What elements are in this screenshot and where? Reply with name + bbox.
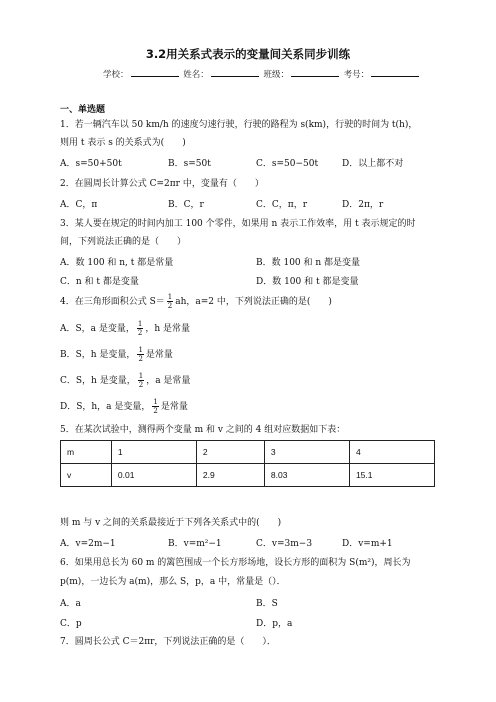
table-row — [61, 441, 435, 464]
section-heading: 一、单选题 — [60, 105, 106, 115]
q1-option-d[interactable]: D．以上都不对 — [342, 159, 404, 169]
page-title: 3.2用关系式表示的变量间关系同步训练 — [145, 47, 351, 61]
table-cell: m — [61, 441, 112, 464]
table-cell: 4 — [349, 441, 434, 464]
q2-option-c[interactable]: C．C，π，r — [256, 200, 307, 210]
exam-no-blank[interactable] — [371, 68, 419, 77]
table-cell: 3 — [264, 441, 349, 464]
q2-option-a[interactable]: A．C，π — [60, 200, 98, 210]
q4-option-c[interactable]: C．S，h 是变量， $\frac{1}{2}$ ，a 是常量 — [60, 372, 191, 389]
q6-option-a[interactable]: A．a — [60, 599, 81, 609]
q4-option-b[interactable]: B．S，h 是变量， $\frac{1}{2}$ 是常量 — [60, 346, 173, 363]
q3-option-b[interactable]: B．数 100 和 n 都是变量 — [256, 258, 361, 268]
fraction-one-half: $\frac{1}{2}$ — [138, 346, 143, 363]
table-cell: 1 — [111, 441, 196, 464]
table-cell: v — [61, 464, 112, 487]
q3-option-c[interactable]: C．n 和 t 都是变量 — [60, 277, 139, 287]
q4-option-d[interactable]: D．S，h，a 是变量， $\frac{1}{2}$ 是常量 — [60, 398, 188, 415]
q6-option-d[interactable]: D．p，a — [256, 619, 293, 629]
q5-option-a[interactable]: A．v=2m−1 — [60, 539, 116, 549]
q1-stem-line1: 1．若一辆汽车以 50 km/h 的速度匀速行驶，行驶的路程为 s(km)，行驶的时间为 t(h)， — [60, 120, 418, 130]
q4-option-a[interactable]: A．S，a 是变量， $\frac{1}{2}$ ，h 是常量 — [60, 320, 191, 337]
name-blank[interactable] — [211, 68, 259, 77]
table-cell: 2 — [196, 441, 264, 464]
q2-stem: 2．在圆周长计算公式 C=2πr 中，变量有（ ） — [60, 179, 264, 189]
student-info-row — [103, 68, 421, 80]
q3-stem-line2: 间，下列说法正确的是（ ） — [60, 237, 187, 247]
q2-option-b[interactable]: B．C，r — [168, 200, 204, 210]
q4-stem — [60, 293, 332, 310]
q1-option-b[interactable]: B．s=50t — [168, 159, 211, 169]
q4-stem-post: ah，a=2 中，下列说法正确的是( ) — [175, 297, 332, 307]
table-cell: 8.03 — [264, 464, 349, 487]
table-cell: 15.1 — [349, 464, 434, 487]
fraction-one-half: $\frac{1}{2}$ — [137, 320, 143, 337]
fraction-one-half: $\frac{1}{2}$ — [138, 372, 144, 389]
fraction-one-half: $\frac{1}{2}$ — [167, 293, 173, 310]
table-cell: 0.01 — [111, 464, 196, 487]
q5-option-d[interactable]: D．v=m+1 — [342, 539, 393, 549]
name-label: 姓名： — [183, 70, 209, 80]
school-blank[interactable] — [131, 68, 179, 77]
q3-stem-line1: 3．某人要在规定的时间内加工 100 个零件，如果用 n 表示工作效率，用 t 表示规定的时 — [60, 219, 416, 229]
q5-stem: 5．在某次试验中，测得两个变量 m 和 v 之间的 4 组对应数据如下表： — [60, 425, 346, 435]
q6-stem-line1: 6．如果用总长为 60 m 的篱笆围成一个长方形场地，设长方形的面积为 S(m²)，周长为 — [60, 558, 411, 568]
class-blank[interactable] — [291, 68, 339, 77]
q4-stem-pre: 4．在三角形面积公式 S＝ — [60, 297, 165, 307]
fraction-one-half: $\frac{1}{2}$ — [153, 398, 158, 415]
q1-option-a[interactable]: A．s=50+50t — [60, 159, 122, 169]
q5-option-b[interactable]: B．v=m²−1 — [168, 539, 222, 549]
class-label: 班级： — [263, 70, 289, 80]
q6-option-c[interactable]: C．p — [60, 619, 82, 629]
exam-no-label: 考号： — [343, 70, 370, 80]
q5-option-c[interactable]: C．v=3m−3 — [256, 539, 313, 549]
q7-stem: 7．圆周长公式 C＝2πr，下列说法正确的是（ ）． — [60, 637, 276, 647]
q1-option-c[interactable]: C．s=50−50t — [256, 159, 319, 169]
q3-option-d[interactable]: D．数 100 和 t 都是变量 — [256, 277, 359, 287]
data-table — [60, 440, 435, 487]
q1-stem-line2: 则用 t 表示 s 的关系式为( ) — [60, 138, 186, 148]
table-cell: 2.9 — [196, 464, 264, 487]
q3-option-a[interactable]: A．数 100 和 n, t 都是常量 — [60, 258, 174, 268]
table-row — [61, 464, 435, 487]
q6-stem-line2: p(m)，一边长为 a(m)，那么 S，p，a 中，常量是（）． — [60, 577, 286, 587]
q6-option-b[interactable]: B．S — [256, 599, 278, 609]
q2-option-d[interactable]: D．2π，r — [342, 200, 384, 210]
school-label: 学校： — [103, 70, 129, 80]
q5-question: 则 m 与 v 之间的关系最接近于下列各关系式中的( ) — [60, 518, 282, 528]
